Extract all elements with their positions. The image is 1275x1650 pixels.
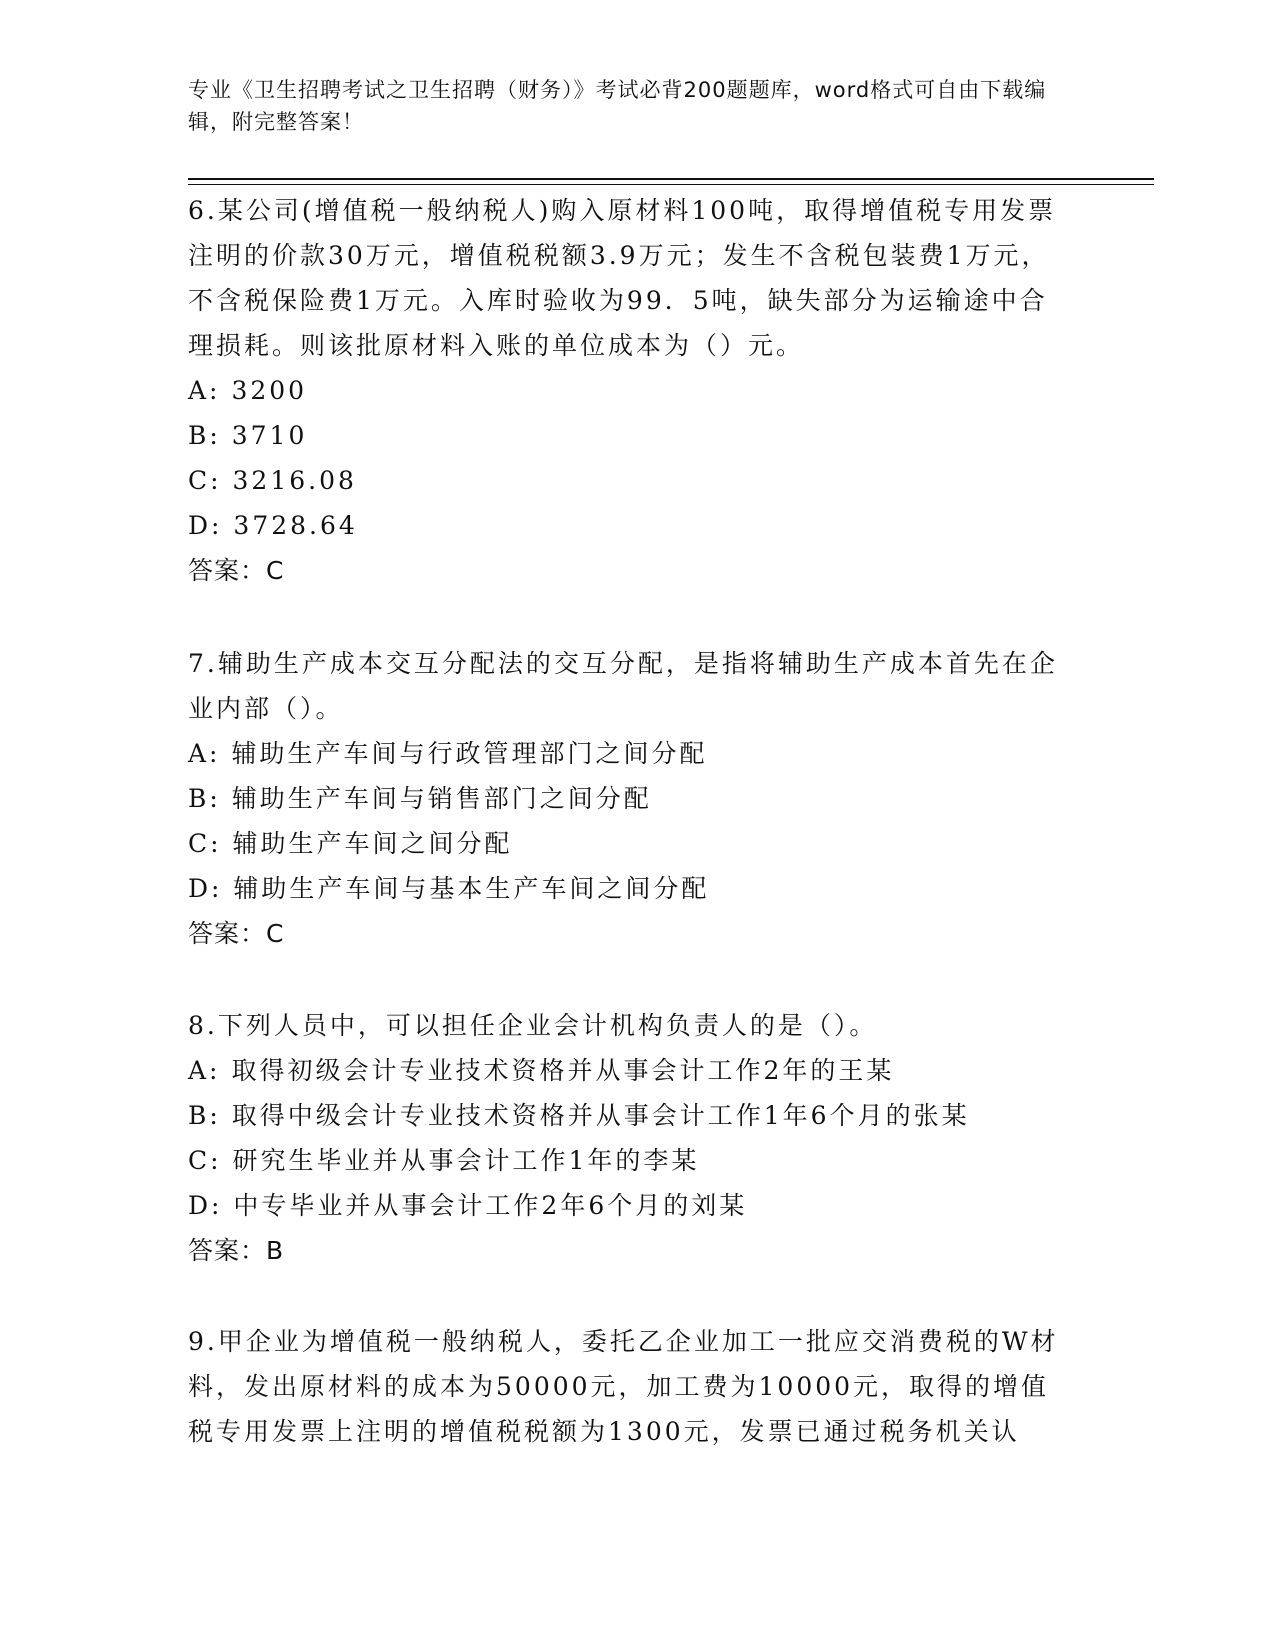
option-label: A: — [188, 376, 221, 405]
question-stem: 6.某公司(增值税一般纳税人)购入原材料100吨，取得增值税专用发票注明的价款30万元，增值税税额3.9万元；发生不含税包装费1万元，不含税保险费1万元。入库时验收为99．5吨，缺失部分为运输途中合理损耗。则该批原材料入账的单位成本为（）元。 — [188, 196, 1057, 360]
option-label: D: — [188, 874, 223, 903]
option-label: A: — [188, 1056, 221, 1085]
option-b — [188, 776, 1068, 821]
option-a — [188, 368, 1068, 413]
option-label: B: — [188, 421, 221, 450]
option-b — [188, 1093, 1068, 1138]
question-stem: 8.下列人员中，可以担任企业会计机构负责人的是（）。 — [188, 1011, 878, 1040]
option-c — [188, 821, 1068, 866]
question-stem: 9.甲企业为增值税一般纳税人，委托乙企业加工一批应交消费税的W材料，发出原材料的成本为50000元，加工费为10000元，取得的增值税专用发票上注明的增值税税额为1300元，发票已通过税务机关认 — [188, 1327, 1059, 1446]
option-d — [188, 866, 1068, 911]
option-text: 辅助生产车间与基本生产车间之间分配 — [233, 874, 710, 903]
option-label: D: — [188, 511, 223, 540]
option-label: D: — [188, 1191, 223, 1220]
option-c — [188, 458, 1068, 503]
option-text: 取得中级会计专业技术资格并从事会计工作1年6个月的张某 — [231, 1101, 970, 1130]
option-label: A: — [188, 739, 221, 768]
option-a — [188, 731, 1068, 776]
answer-line: 答案：C — [188, 556, 285, 585]
option-text: 3728.64 — [233, 511, 358, 540]
option-label: C: — [188, 466, 222, 495]
option-d — [188, 503, 1068, 548]
option-label: B: — [188, 1101, 221, 1130]
option-b — [188, 413, 1068, 458]
option-d — [188, 1183, 1068, 1228]
option-text: 研究生毕业并从事会计工作1年的李某 — [232, 1146, 700, 1175]
option-label: B: — [188, 784, 221, 813]
question-7 — [188, 641, 1068, 956]
question-6 — [188, 188, 1068, 593]
option-c — [188, 1138, 1068, 1183]
option-text: 取得初级会计专业技术资格并从事会计工作2年的王某 — [231, 1056, 895, 1085]
question-stem: 7.辅助生产成本交互分配法的交互分配，是指将辅助生产成本首先在企业内部（）。 — [188, 649, 1058, 723]
option-text: 3710 — [231, 421, 308, 450]
option-text: 辅助生产车间之间分配 — [232, 829, 513, 858]
option-label: C: — [188, 1146, 222, 1175]
option-text: 3216.08 — [232, 466, 357, 495]
option-text: 辅助生产车间与行政管理部门之间分配 — [231, 739, 708, 768]
option-label: C: — [188, 829, 222, 858]
answer-line: 答案：B — [188, 1236, 285, 1265]
answer-line: 答案：C — [188, 919, 285, 948]
option-text: 中专毕业并从事会计工作2年6个月的刘某 — [233, 1191, 748, 1220]
header-divider-thin — [188, 184, 1154, 185]
option-text: 3200 — [231, 376, 308, 405]
option-text: 辅助生产车间与销售部门之间分配 — [231, 784, 652, 813]
question-8 — [188, 1003, 1068, 1273]
option-a — [188, 1048, 1068, 1093]
header-divider-thick — [188, 178, 1154, 180]
question-9 — [188, 1319, 1068, 1454]
document-header: 专业《卫生招聘考试之卫生招聘（财务）》考试必背200题题库，word格式可自由下载编辑，附完整答案！ — [188, 78, 1047, 134]
